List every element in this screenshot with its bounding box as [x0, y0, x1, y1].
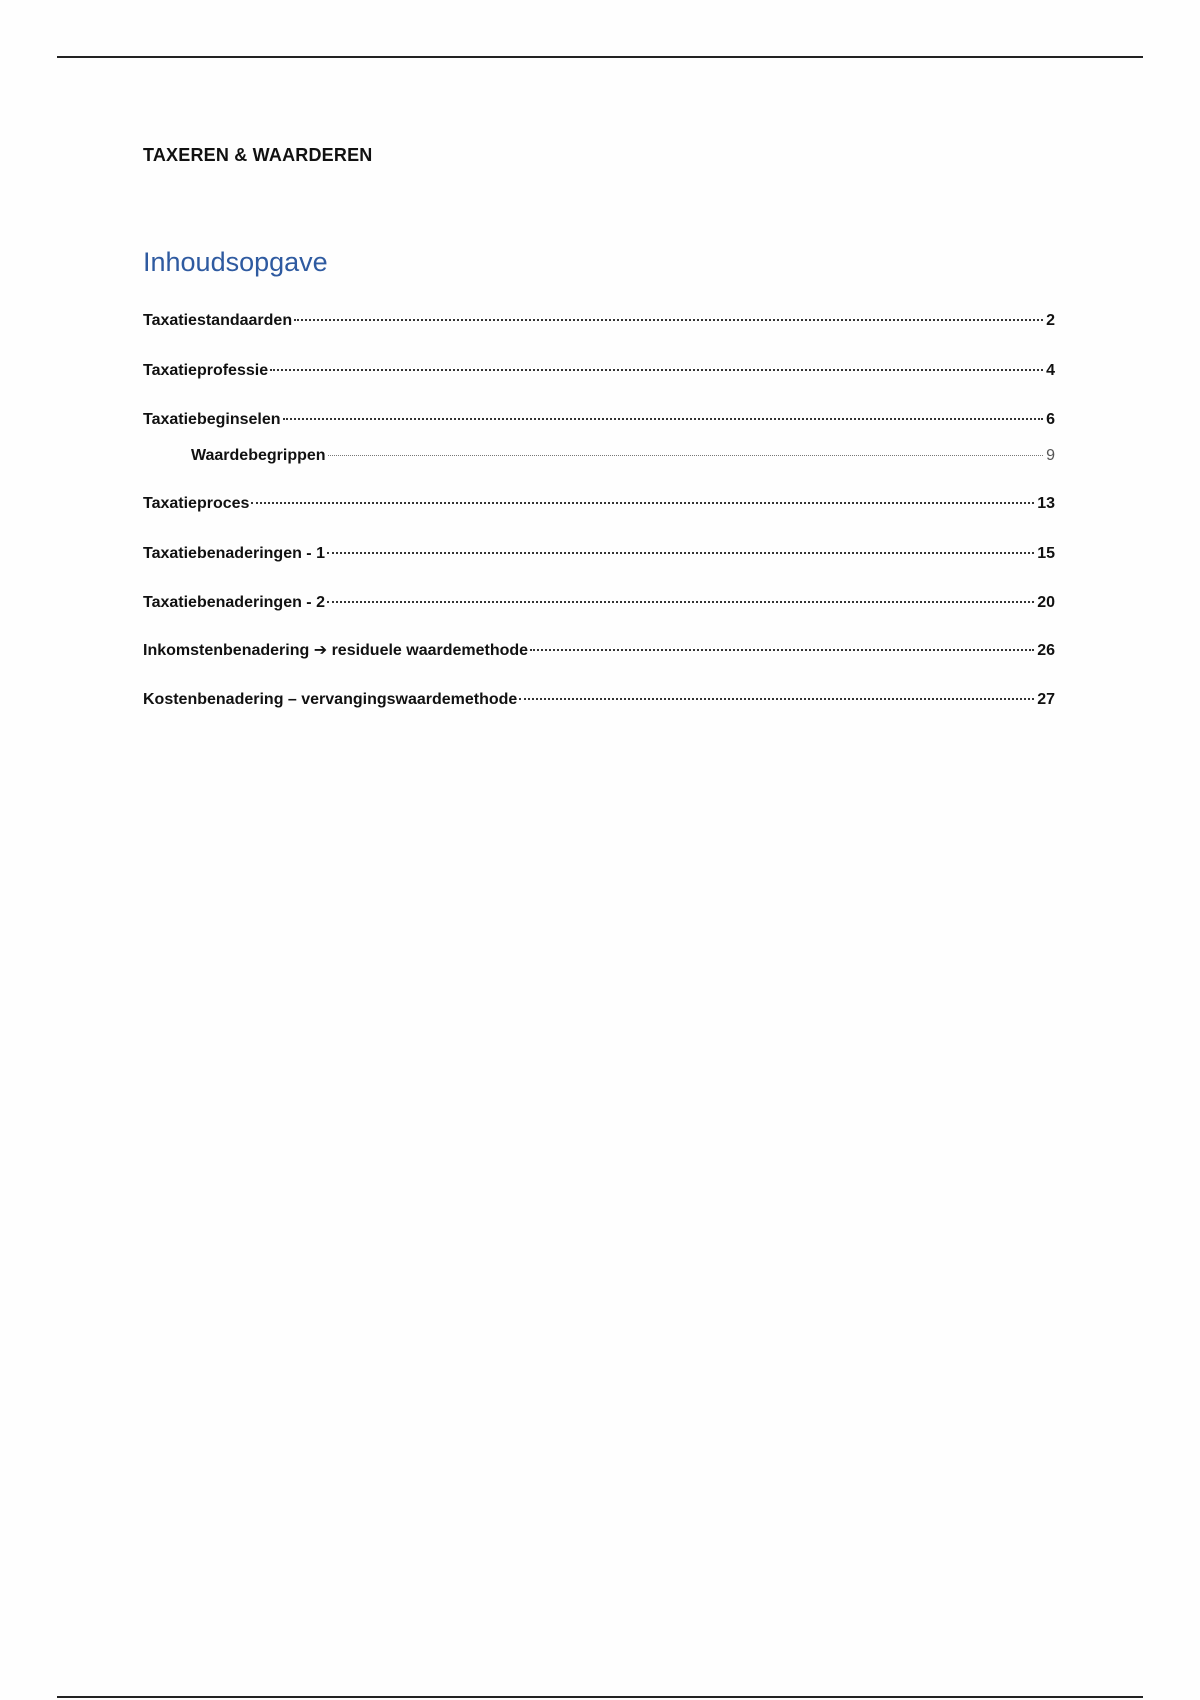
toc-dot-leader: [294, 319, 1043, 321]
toc-entry-taxatiebenaderingen-1[interactable]: [143, 544, 1055, 564]
toc-entry-kostenbenadering[interactable]: [143, 690, 1055, 710]
toc-entry-label: Taxatiebenaderingen - 1: [143, 545, 325, 562]
toc-entry-taxatieprofessie[interactable]: [143, 361, 1055, 381]
toc-dot-leader: [270, 369, 1043, 371]
toc-page-number: 15: [1037, 545, 1055, 562]
toc-entry-label: Taxatieprofessie: [143, 362, 269, 379]
toc-page-number: 13: [1037, 495, 1055, 512]
footer-rule: [57, 1696, 1143, 1698]
toc-entry-label-part: Inkomstenbenadering: [143, 642, 310, 659]
toc-entry-taxatiebeginselen[interactable]: [143, 410, 1055, 430]
toc-dot-leader: [519, 698, 1034, 700]
toc-page-number: 26: [1037, 642, 1055, 659]
toc-entry-label: [143, 641, 528, 661]
toc-page-number: 2: [1046, 312, 1055, 329]
arrow-right-icon: ➔: [313, 642, 328, 659]
toc-page-number: 4: [1046, 362, 1055, 379]
toc-entry-taxatieproces[interactable]: [143, 494, 1055, 514]
toc-page-number: 9: [1046, 447, 1055, 464]
toc-page-number: 20: [1037, 594, 1055, 611]
toc-dot-leader: [530, 649, 1034, 651]
toc-entry-taxatiebenaderingen-2[interactable]: [143, 593, 1055, 613]
document-title: TAXEREN & WAARDEREN: [143, 145, 373, 165]
toc-dot-leader: [327, 552, 1034, 554]
toc-dot-leader: [283, 418, 1044, 420]
toc-entry-label: Taxatiestandaarden: [143, 312, 293, 329]
toc-entry-waardebegrippen[interactable]: [191, 446, 1055, 466]
toc-dot-leader: [251, 502, 1034, 504]
toc-entry-label: Waardebegrippen: [191, 447, 326, 464]
toc-page-number: 6: [1046, 411, 1055, 428]
toc-entry-taxatiestandaarden[interactable]: [143, 311, 1055, 331]
toc-dot-leader: [328, 455, 1044, 456]
toc-dot-leader: [327, 601, 1034, 603]
header-rule: [57, 56, 1143, 58]
toc-entry-label: Taxatiebenaderingen - 2: [143, 594, 325, 611]
toc-entry-inkomstenbenadering[interactable]: [143, 641, 1055, 661]
toc-entry-label: Taxatiebeginselen: [143, 411, 281, 428]
toc-heading: Inhoudsopgave: [143, 247, 328, 277]
toc-entry-label: Kostenbenadering – vervangingswaardemethode: [143, 691, 518, 708]
toc-entry-label-part: residuele waardemethode: [331, 642, 529, 659]
toc-entry-label: Taxatieproces: [143, 495, 250, 512]
toc-page-number: 27: [1037, 691, 1055, 708]
